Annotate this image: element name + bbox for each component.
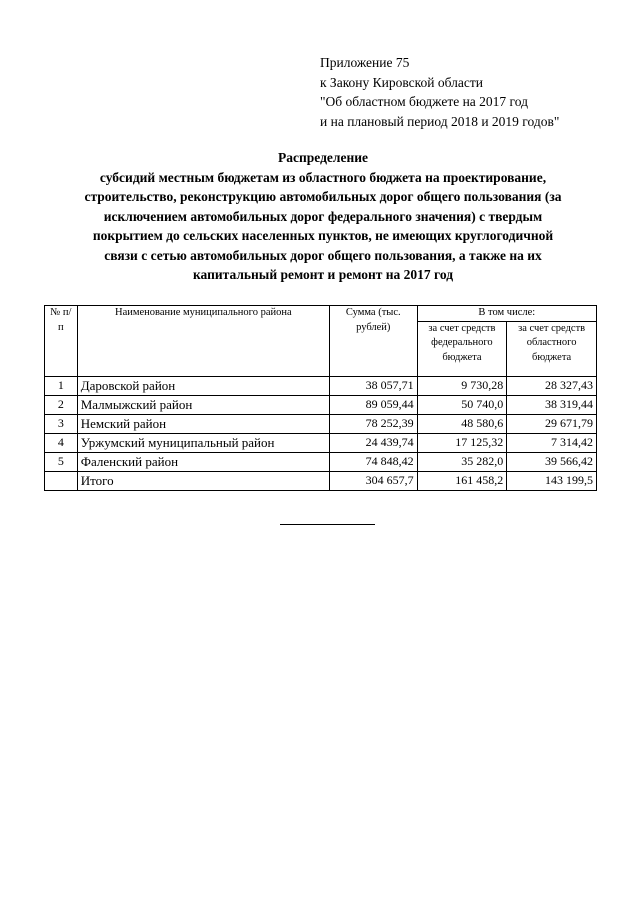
row-number: 3	[45, 414, 78, 433]
table-body	[45, 376, 597, 490]
row-federal: 17 125,32	[417, 433, 507, 452]
row-regional: 7 314,42	[507, 433, 597, 452]
row-district: Уржумский муниципальный район	[77, 433, 329, 452]
annex-line: к Закону Кировской области	[320, 74, 484, 90]
title-line: субсидий местным бюджетам из областного бюджета на проектирование,	[99, 169, 547, 185]
table-header-row	[45, 306, 597, 322]
header-regional: за счет средств областного бюджета	[507, 321, 597, 376]
header-including: В том числе:	[417, 306, 596, 322]
row-federal: 48 580,6	[417, 414, 507, 433]
row-number: 1	[45, 376, 78, 395]
row-federal: 35 282,0	[417, 452, 507, 471]
total-sum: 304 657,7	[329, 471, 417, 490]
row-regional: 28 327,43	[507, 376, 597, 395]
row-regional: 29 671,79	[507, 414, 597, 433]
table-row	[45, 376, 597, 395]
total-federal: 161 458,2	[417, 471, 507, 490]
table-total-row	[45, 471, 597, 490]
header-federal: за счет средств федерального бюджета	[417, 321, 507, 376]
header-district-name: Наименование муниципального района	[77, 306, 329, 377]
document-title	[40, 148, 606, 285]
row-district: Немский район	[77, 414, 329, 433]
title-line: капитальный ремонт и ремонт на 2017 год	[192, 267, 454, 282]
distribution-table	[44, 305, 597, 491]
row-district: Даровской район	[77, 376, 329, 395]
title-line: Распределение	[277, 150, 369, 165]
title-line: исключением автомобильных дорог федерального значения) с твердым	[103, 208, 543, 224]
row-regional: 38 319,44	[507, 395, 597, 414]
row-sum: 74 848,42	[329, 452, 417, 471]
title-line: покрытием до сельских населенных пунктов, не имеющих круглогодичной	[92, 228, 554, 243]
table-row	[45, 414, 597, 433]
row-sum: 78 252,39	[329, 414, 417, 433]
row-district: Фаленский район	[77, 452, 329, 471]
row-sum: 24 439,74	[329, 433, 417, 452]
row-number: 2	[45, 395, 78, 414]
row-number: 4	[45, 433, 78, 452]
row-federal: 50 740,0	[417, 395, 507, 414]
annex-line: и на плановый период 2018 и 2019 годов"	[320, 113, 560, 129]
table-row	[45, 433, 597, 452]
table-row	[45, 452, 597, 471]
header-sum: Сумма (тыс. рублей)	[329, 306, 417, 377]
title-line: связи с сетью автомобильных дорог общего пользования, а также на их	[104, 247, 542, 263]
row-sum: 38 057,71	[329, 376, 417, 395]
annex-block	[320, 53, 559, 131]
total-label: Итого	[77, 471, 329, 490]
closing-divider	[280, 524, 375, 525]
title-line: строительство, реконструкцию автомобильных дорог общего пользования (за	[84, 189, 562, 204]
row-federal: 9 730,28	[417, 376, 507, 395]
table-row	[45, 395, 597, 414]
row-number: 5	[45, 452, 78, 471]
total-number	[45, 471, 78, 490]
annex-line: Приложение 75	[320, 55, 410, 70]
annex-line: "Об областном бюджете на 2017 год	[320, 94, 528, 109]
row-sum: 89 059,44	[329, 395, 417, 414]
row-regional: 39 566,42	[507, 452, 597, 471]
total-regional: 143 199,5	[507, 471, 597, 490]
header-number: № п/п	[45, 306, 78, 377]
row-district: Малмыжский район	[77, 395, 329, 414]
